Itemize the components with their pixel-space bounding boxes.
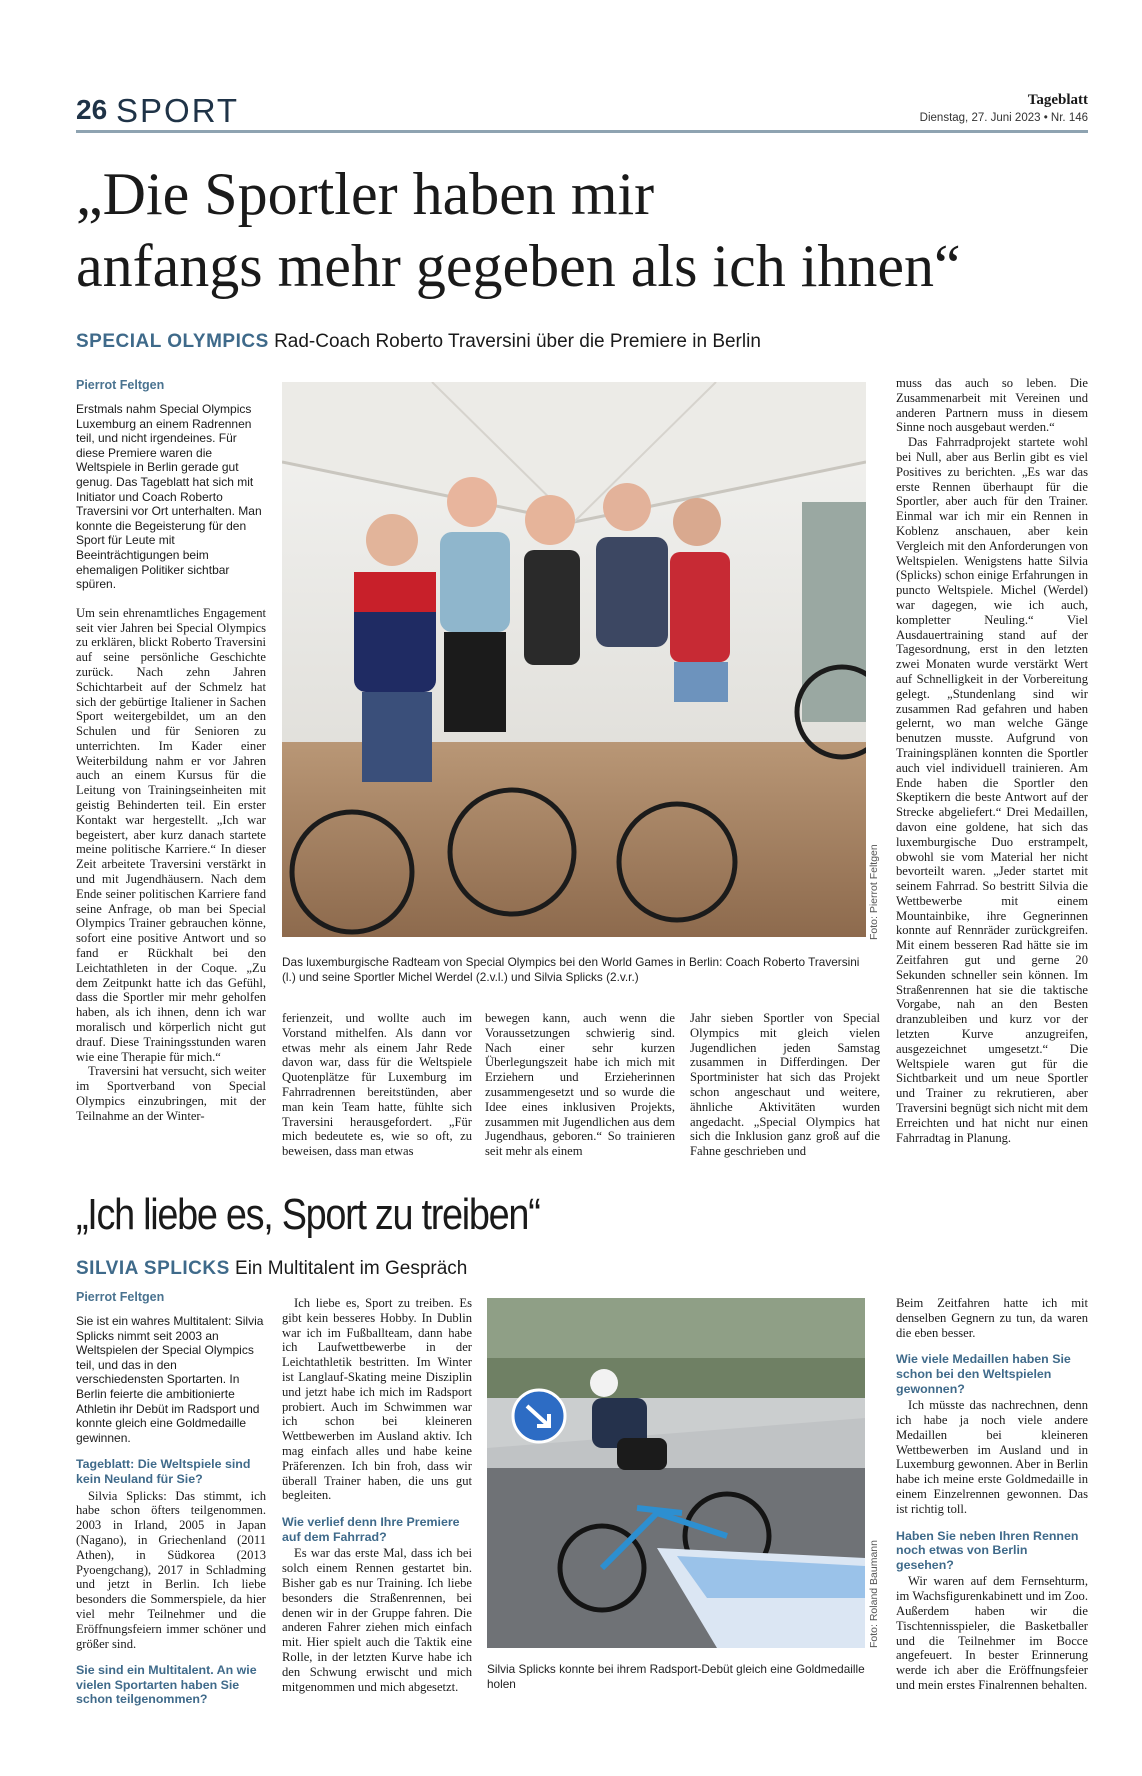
intro-text [76, 1314, 266, 1445]
paragraph: muss das auch so leben. Die Zusammenarbeit mit Vereinen und anderen Partnern muss in diesem Sinne noch ausgebaut werden.“ [896, 376, 1088, 435]
author: Pierrot Feltgen [76, 378, 165, 392]
paragraph: bewegen kann, auch wenn die Voraussetzungen schwierig sind. Nach einer sehr kurzen Überlegungszeit habe ich mich mit Erziehern und Erzieherinnen zusammengesetzt und so wurde die Idee eines inklusiven Projekts, zusammen mit Jugendlichen aus dem Jugendhaus, geboren.“ So trainieren seit mehr als einem [485, 1011, 675, 1159]
paragraph: Ich müsste das nachrechnen, denn ich habe ja noch viele andere Medaillen bei kleineren Wettbewerben im Ausland und in Luxemburg gewonnen. Aber in Berlin habe ich meine erste Goldmedaille in einem Einzelrennen gewonnen. Das ist richtig toll. [896, 1398, 1088, 1516]
interview-answer [282, 1546, 472, 1694]
paragraph: Das Fahrradprojekt startete wohl bei Null, aber aus Berlin gibt es viel Positives zu berichten. „Es war das erste Rennen überhaupt für die Sportler, aber auch für den Trainer. Einmal war ich mir ein Rennen in Koblenz anschauen, aber kein Vergleich mit den Anforderungen von Weltspielen. Wenigstens hatte Silvia (Splicks) schon einige Erfahrungen in puncto Weltspiele. Michel (Werdel) war dagegen, wie ich auch, kompletter Neuling.“ Viel Ausdauertraining stand auf der Tagesordnung, erst in den letzten zwei Monaten wurde verstärkt Wert auf Schnelligkeit in der Vorbereitung gelegt. „Stundenlang sind wir zusammen Rad gefahren und haben gelernt, wo man welche Gänge benutzen musste. Aufgrund von Trainingsplänen konnten die Sportler auch viel individuell trainieren. Am Ende haben die Sportler den Skeptikern die beste Antwort auf der Strecke abgeliefert.“ Drei Medaillen, davon eine goldene, hat sich das luxemburgische Duo erstrampelt, obwohl sie vom Material her nicht bevorteilt waren. „Jeder startet mit seinem Fahrrad. So bestritt Silvia die Wettbewerbe mit einem Mountainbike, ihre Gegnerinnen konnte auf Rennräder zurückgreifen. Mit einem besseren Rad hätte sie im Zeitfahren gut und gerne 20 Sekunden schneller sein können. Im Straßenrennen hat sie die taktische Vorgabe, nah an den Besten dranzubleiben und kurz vor der letzten Kurve anzugreifen, ausgezeichnet umgesetzt.“ Die Weltspiele waren gut für die Sichtbarkeit und um neue Sportler und Trainer zu rekrutieren, aber Traversini begnügt sich nicht mit dem Erreichten und hat nicht nur einen Fahrradtag in Planung. [896, 435, 1088, 1145]
article2-headline: „Ich liebe es, Sport zu treiben“ [76, 1190, 540, 1239]
paragraph: Wir waren auf dem Fernsehturm, im Wachsfigurenkabinett und im Zoo. Außerdem haben wir die Tischtennisspieler, die Basketballer und die Teilnehmer im Bocce angefeuert. In bester Erinnerung werde ich aber die Eröffnungsfeier und mein erstes Finalrennen behalten. [896, 1574, 1088, 1692]
interview-answer [896, 1296, 1088, 1340]
subhead-text: Ein Multitalent im Gespräch [235, 1258, 468, 1279]
team-photo-image [282, 382, 866, 937]
header-rule [76, 130, 1088, 133]
section-name: SPORT [116, 92, 240, 129]
article1-col2 [282, 1011, 472, 1159]
subhead-text: Rad-Coach Roberto Traversini über die Premiere in Berlin [274, 331, 761, 352]
paragraph: Jahr sieben Sportler von Special Olympics mit gleich vielen Jugendlichen jeden Samstag zusammen in Differdingen. Der Sportminister hat sich das Projekt schon angeschaut und weitere, ähnliche Aktivitäten wurden angedacht. „Special Olympics hat sich die Inklusion ganz groß auf die Fahne geschrieben und [690, 1011, 880, 1159]
article2-col1 [76, 1290, 266, 1709]
headline-line-1: „Die Sportler haben mir [76, 161, 655, 227]
photo-caption: Silvia Splicks konnte bei ihrem Radsport-Debüt gleich eine Goldmedaille holen [487, 1662, 865, 1691]
author: Pierrot Feltgen [76, 1290, 165, 1304]
interview-question: Wie verlief denn Ihre Premiere auf dem Fahrrad? [282, 1515, 460, 1544]
article1-col1 [76, 378, 266, 1124]
article1-col3 [485, 1011, 675, 1159]
article1-headline [76, 158, 1086, 302]
article1-col4 [690, 1011, 880, 1159]
photo-credit: Foto: Roland Baumann [868, 1540, 880, 1648]
cyclist-photo [487, 1298, 865, 1648]
interview-question: Wie viele Medaillen haben Sie schon bei den Weltspielen gewonnen? [896, 1352, 1071, 1396]
article1-col5 [896, 376, 1088, 1145]
kicker: SILVIA SPLICKS [76, 1258, 230, 1279]
intro-paragraph: Sie ist ein wahres Multitalent: Silvia Splicks nimmt seit 2003 an Weltspielen der Special Olympics teil, und das in den verschiedensten Sportarten. In Berlin feierte die ambitionierte Athletin ihr Debüt im Radsport und konnte gleich eine Goldmedaille gewinnen. [76, 1314, 264, 1445]
paragraph: Ich liebe es, Sport zu treiben. Es gibt kein besseres Hobby. In Dublin war ich im Fußballteam, dann habe ich Laufwettbewerbe in der Leichtathletik bestritten. Im Winter ist Langlauf-Skating meine Disziplin und jetzt habe ich mich im Radsport probiert. Auch im Schwimmen war ich schon bei kleineren Wettbewerben im Ausland aktiv. Ich mag einfach alles und habe keine Präferenzen. Ich bin froh, dass wir überall Trainer haben, die uns gut begleiten. [282, 1296, 472, 1503]
newspaper-name: Tageblatt [1027, 92, 1088, 108]
interview-answer [282, 1296, 472, 1503]
paragraph: Silvia Splicks: Das stimmt, ich habe schon öfters teilgenommen. 2003 in Irland, 2005 in Japan (Nagano), in Griechenland (2011 Athen), in Südkorea (2013 Pyoengchang), 2017 in Schladming und jetzt in Berlin. Ich liebe besonders die Sommerspiele, da hier viel mehr Teilnehmer und die Eröffnungsfeiern immer schöner und größer sind. [76, 1488, 266, 1651]
interview-question: Sie sind ein Multitalent. An wie vielen Sportarten haben Sie schon teilgenommen? [76, 1663, 257, 1707]
article2-col2 [282, 1296, 472, 1694]
photo-credit: Foto: Pierrot Feltgen [868, 844, 880, 940]
headline-line-2: anfangs mehr gegeben als ich ihnen“ [76, 233, 961, 299]
cyclist-photo-image [487, 1298, 865, 1648]
photo-caption: Das luxemburgische Radteam von Special Olympics bei den World Games in Berlin: Coach Roberto Traversini (l.) und seine Sportler Michel Werdel (2.v.l.) und Silvia Splicks (2.v.r.) [282, 955, 860, 984]
article2-subhead [76, 1258, 467, 1280]
interview-question: Tageblatt: Die Weltspiele sind kein Neuland für Sie? [76, 1457, 251, 1486]
interview-answer [896, 1574, 1088, 1692]
paragraph: ferienzeit, und wollte auch im Vorstand mithelfen. Als dann vor etwas mehr als einem Jahr Rede davon war, dass für die Weltspiele Quotenplätze für Luxemburg im Fahrradrennen bereitstünden, aber man kein Team hatte, fühlte sich Traversini herausgefordert. „Für mich bedeutete es, wie so oft, zu beweisen, dass man etwas [282, 1011, 472, 1159]
dateline: Dienstag, 27. Juni 2023 • Nr. 146 [919, 112, 1088, 124]
paragraph: Beim Zeitfahren hatte ich mit denselben Gegnern zu tun, da waren die eben besser. [896, 1296, 1088, 1340]
page-number: 26 [76, 94, 108, 125]
interview-question: Haben Sie neben Ihren Rennen noch etwas von Berlin gesehen? [896, 1528, 1079, 1572]
article2-col4 [896, 1296, 1088, 1693]
intro-paragraph: Erstmals nahm Special Olympics Luxemburg an einem Radrennen teil, und nicht irgendeines. Für diese Premiere waren die Weltspiele in Berlin gerade gut genug. Das Tageblatt hat sich mit Initiator und Coach Roberto Traversini vor Ort unterhalten. Man konnte die Begeisterung für den Sport für Leute mit Beeinträchtigungen beim ehemaligen Politiker sichtbar spüren. [76, 402, 262, 592]
kicker: SPECIAL OLYMPICS [76, 331, 269, 352]
body-col1 [76, 606, 266, 1124]
intro-text [76, 402, 266, 592]
page-header [76, 88, 1088, 132]
team-photo [282, 382, 866, 937]
paragraph: Um sein ehrenamtliches Engagement seit vier Jahren bei Special Olympics zu erklären, blickt Roberto Traversini auf seine persönliche Geschichte zurück. Nach zehn Jahren Schichtarbeit auf der Schmelz hat sich der gebürtige Italiener in Sachen Sport weitergebildet, um an den Schulen und für Senioren zu unterrichten. Im Kader einer Weiterbildung nahm er vor Jahren auch an einem Kursus für die Leitung von Trainingseinheiten mit geistig Behinderten teil. Ein erster Kontakt war hergestellt. „Ich war begeistert, aber kurz danach startete meine politische Karriere.“ In dieser Zeit arbeitete Traversini verstärkt in und mit Jugendhäusern. Nach dem Ende seiner politischen Karriere fand seine Anfrage, ob man bei Special Olympics Trainer gebrauchen könne, sofort eine positive Antwort und so fand er Rückhalt bei den Leichtathleten in der Coque. „Zu dem Zeitpunkt hatte ich das Gefühl, dass die Sportler mir mehr geholfen haben, als ich ihnen, denn ich war moralisch und körperlich nicht gut drauf. Diese Trainingsstunden waren wie eine Therapie für mich.“ [76, 605, 266, 1064]
article1-subhead [76, 331, 761, 353]
paragraph: Traversini hat versucht, sich weiter im Sportverband von Special Olympics einzubringen, mit der Teilnahme an der Winter- [76, 1064, 266, 1123]
interview-answer [76, 1489, 266, 1652]
paragraph: Es war das erste Mal, dass ich bei solch einem Rennen gestartet bin. Bisher gab es nur Training. Ich liebe besonders die Straßenrennen, bei denen wir in der Gruppe fahren. Die anderen Fahrer ziehen mich einfach mit. Hier spielt auch die Taktik eine Rolle, in der letzten Kurve habe ich den Schwung erwischt und mich mitgenommen und mich abgesetzt. [282, 1546, 472, 1694]
interview-answer [896, 1398, 1088, 1516]
